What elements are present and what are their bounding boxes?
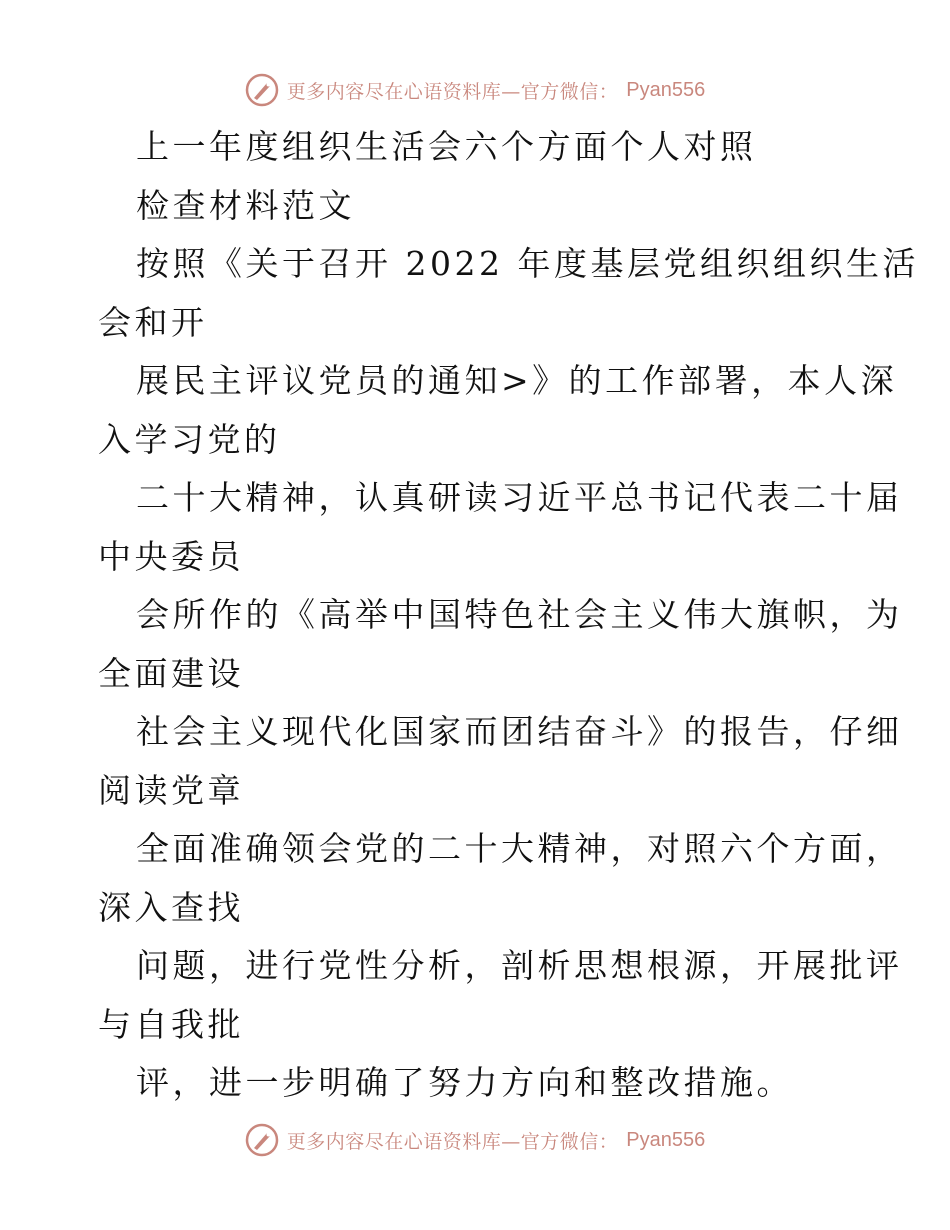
text-line: 中央委员: [98, 536, 244, 576]
watermark-text: 更多内容尽在心语资料库—官方微信：: [286, 1130, 619, 1153]
watermark-wechat-id: Pyan556: [626, 78, 706, 101]
text-line: 阅读党章: [98, 770, 244, 810]
text-line: 会所作的《高举中国特色社会主义伟大旗帜，为: [136, 595, 903, 634]
text-line: 全面建设: [98, 653, 244, 693]
text-line: 全面准确领会党的二十大精神，对照六个方面，: [136, 829, 903, 868]
document-body: [98, 118, 919, 1113]
watermark-text: 更多内容尽在心语资料库—官方微信：: [286, 80, 619, 103]
header-watermark: [0, 70, 950, 110]
title-line-1: 上一年度组织生活会六个方面个人对照: [136, 127, 757, 166]
text-line: 问题，进行党性分析，剖析思想根源，开展批评: [136, 946, 903, 985]
text-line: 深入查找: [98, 887, 244, 927]
pen-logo-icon: [245, 1123, 279, 1157]
text-line: 与自我批: [98, 1004, 244, 1044]
text-line: 按照《关于召开 2022 年度基层党组织组织生活: [136, 244, 919, 283]
footer-watermark: [0, 1120, 950, 1160]
pen-logo-icon: [245, 73, 279, 107]
text-line: 社会主义现代化国家而团结奋斗》的报告，仔细: [136, 712, 903, 751]
text-line: 二十大精神，认真研读习近平总书记代表二十届: [136, 478, 903, 517]
title-line-2: 检查材料范文: [136, 185, 355, 225]
text-line: 入学习党的: [98, 419, 281, 459]
text-line: 展民主评议党员的通知>》的工作部署，本人深: [136, 361, 898, 400]
text-line: 评，进一步明确了努力方向和整改措施。: [136, 1063, 793, 1102]
watermark-wechat-id: Pyan556: [626, 1128, 706, 1151]
text-line: 会和开: [98, 302, 208, 342]
